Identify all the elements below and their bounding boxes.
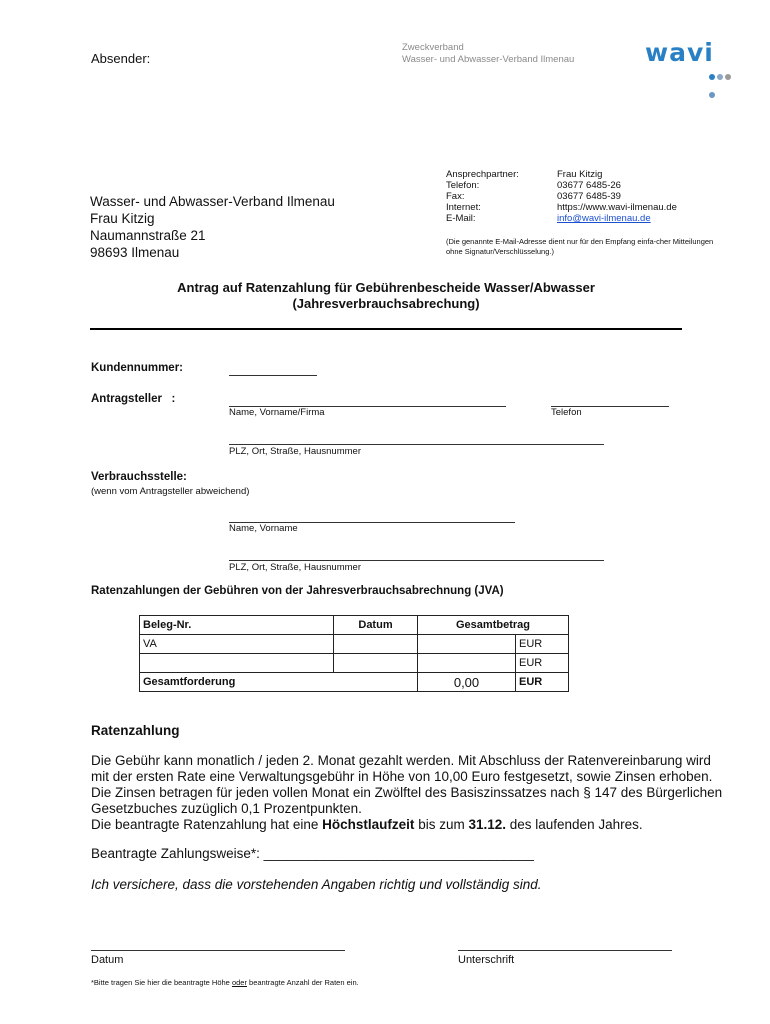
date-signature-line[interactable] [91, 950, 345, 951]
date-caption: Datum [91, 954, 124, 966]
address-line: Wasser- und Abwasser-Verband Ilmenau [90, 194, 335, 209]
sender-label: Absender: [91, 51, 151, 66]
contact-label: Internet: [446, 202, 481, 213]
email-link[interactable]: info@wavi-ilmenau.de [557, 213, 651, 224]
contact-label: E-Mail: [446, 213, 476, 224]
footnote: *Bitte tragen Sie hier die beantragte Höhe oder beantragte Anzahl der Raten ein. [91, 978, 359, 987]
document-title [90, 280, 682, 312]
datum-cell[interactable] [334, 635, 418, 654]
wavi-logo [645, 38, 740, 80]
payment-method-line [91, 846, 534, 861]
payment-method-field[interactable]: ____________________________________ [263, 846, 534, 861]
table-row [140, 616, 569, 635]
total-label-cell: Gesamtforderung [140, 673, 418, 692]
fees-heading: Ratenzahlungen der Gebühren von der Jahresverbrauchsabrechnung (JVA) [91, 585, 504, 597]
col-beleg-header: Beleg-Nr. [140, 616, 334, 635]
contact-block [446, 169, 677, 224]
customer-number-label: Kundennummer: [91, 362, 183, 374]
beleg-cell[interactable] [140, 654, 334, 673]
address-line: 98693 Ilmenau [90, 245, 180, 260]
address2-caption: PLZ, Ort, Straße, Hausnummer [229, 562, 361, 573]
contact-row [446, 169, 677, 180]
consumption-name-field[interactable] [229, 512, 515, 523]
title-line-1: Antrag auf Ratenzahlung für Gebührenbescheide Wasser/Abwasser [177, 280, 595, 295]
address-line: Naumannstraße 21 [90, 228, 206, 243]
table-row [140, 635, 569, 654]
amount-cell[interactable] [418, 654, 516, 673]
col-datum-header: Datum [334, 616, 418, 635]
contact-value: 03677 6485-39 [557, 191, 621, 202]
org-line-1: Zweckverband [402, 42, 464, 53]
signature-line[interactable] [458, 950, 672, 951]
phone-field[interactable] [551, 396, 669, 407]
contact-label: Fax: [446, 191, 465, 202]
total-value-cell: 0,00 [418, 673, 516, 692]
organization-name [402, 42, 574, 66]
table-row [140, 673, 569, 692]
col-gesamt-header: Gesamtbetrag [418, 616, 569, 635]
name-caption: Name, Vorname/Firma [229, 407, 325, 418]
logo-dots-icon [709, 67, 740, 103]
currency-cell: EUR [516, 635, 569, 654]
currency-cell: EUR [516, 654, 569, 673]
payment-method-label: Beantragte Zahlungsweise*: [91, 846, 264, 861]
contact-label: Ansprechpartner: [446, 169, 519, 180]
currency-cell: EUR [516, 673, 569, 692]
installment-paragraph-2: Die beantragte Ratenzahlung hat eine Höchstlaufzeit bis zum 31.12. des laufenden Jahres. [91, 817, 643, 832]
installment-paragraph-1: Die Gebühr kann monatlich / jeden 2. Monat gezahlt werden. Mit Abschluss der Ratenvereinbarung wird mit der ersten Rate eine Verwaltungsgebühr in Höhe von 10,00 Euro festgesetzt, sowie Zinsen erhoben. Die Zinsen betragen für jeden vollen Monat ein Zwölftel des Basiszinssatzes nach § 147 des Bürgerlichen Gesetzbuches zuzüglich 0,1 Prozentpunkten. [91, 753, 723, 816]
contact-row [446, 180, 677, 191]
applicant-label: Antragsteller : [91, 393, 176, 405]
consumption-point-label: Verbrauchsstelle: [91, 471, 187, 483]
name2-caption: Name, Vorname [229, 523, 298, 534]
contact-value: 03677 6485-26 [557, 180, 621, 191]
consumption-point-note: (wenn vom Antragsteller abweichend) [91, 486, 250, 497]
contact-value: Frau Kitzig [557, 169, 603, 180]
phone-caption: Telefon [551, 407, 582, 418]
contact-row [446, 202, 677, 213]
website-link[interactable]: https://www.wavi-ilmenau.de [557, 202, 677, 213]
amount-cell[interactable] [418, 635, 516, 654]
applicant-address-field[interactable] [229, 434, 604, 445]
beleg-cell[interactable]: VA [140, 635, 334, 654]
assurance-statement: Ich versichere, dass die vorstehenden Angaben richtig und vollständig sind. [91, 877, 542, 892]
signature-caption: Unterschrift [458, 954, 515, 966]
consumption-address-field[interactable] [229, 550, 604, 561]
applicant-name-field[interactable] [229, 396, 506, 407]
email-note: (Die genannte E-Mail-Adresse dient nur für den Empfang einfa-cher Mitteilungen ohne Signatur/Verschlüsselung.) [446, 237, 714, 256]
datum-cell[interactable] [334, 654, 418, 673]
recipient-address [90, 193, 335, 261]
logo-text: wavi [645, 38, 714, 67]
address-caption: PLZ, Ort, Straße, Hausnummer [229, 446, 361, 457]
customer-number-field[interactable] [229, 365, 317, 376]
title-line-2: (Jahresverbrauchsabrechung) [292, 296, 480, 311]
installment-text [91, 753, 731, 833]
contact-row [446, 213, 677, 224]
installment-heading: Ratenzahlung [91, 723, 180, 738]
table-row [140, 654, 569, 673]
title-divider [90, 328, 682, 330]
fees-table [139, 615, 569, 692]
contact-label: Telefon: [446, 180, 480, 191]
contact-row [446, 191, 677, 202]
address-line: Frau Kitzig [90, 211, 155, 226]
org-line-2: Wasser- und Abwasser-Verband Ilmenau [402, 54, 575, 65]
